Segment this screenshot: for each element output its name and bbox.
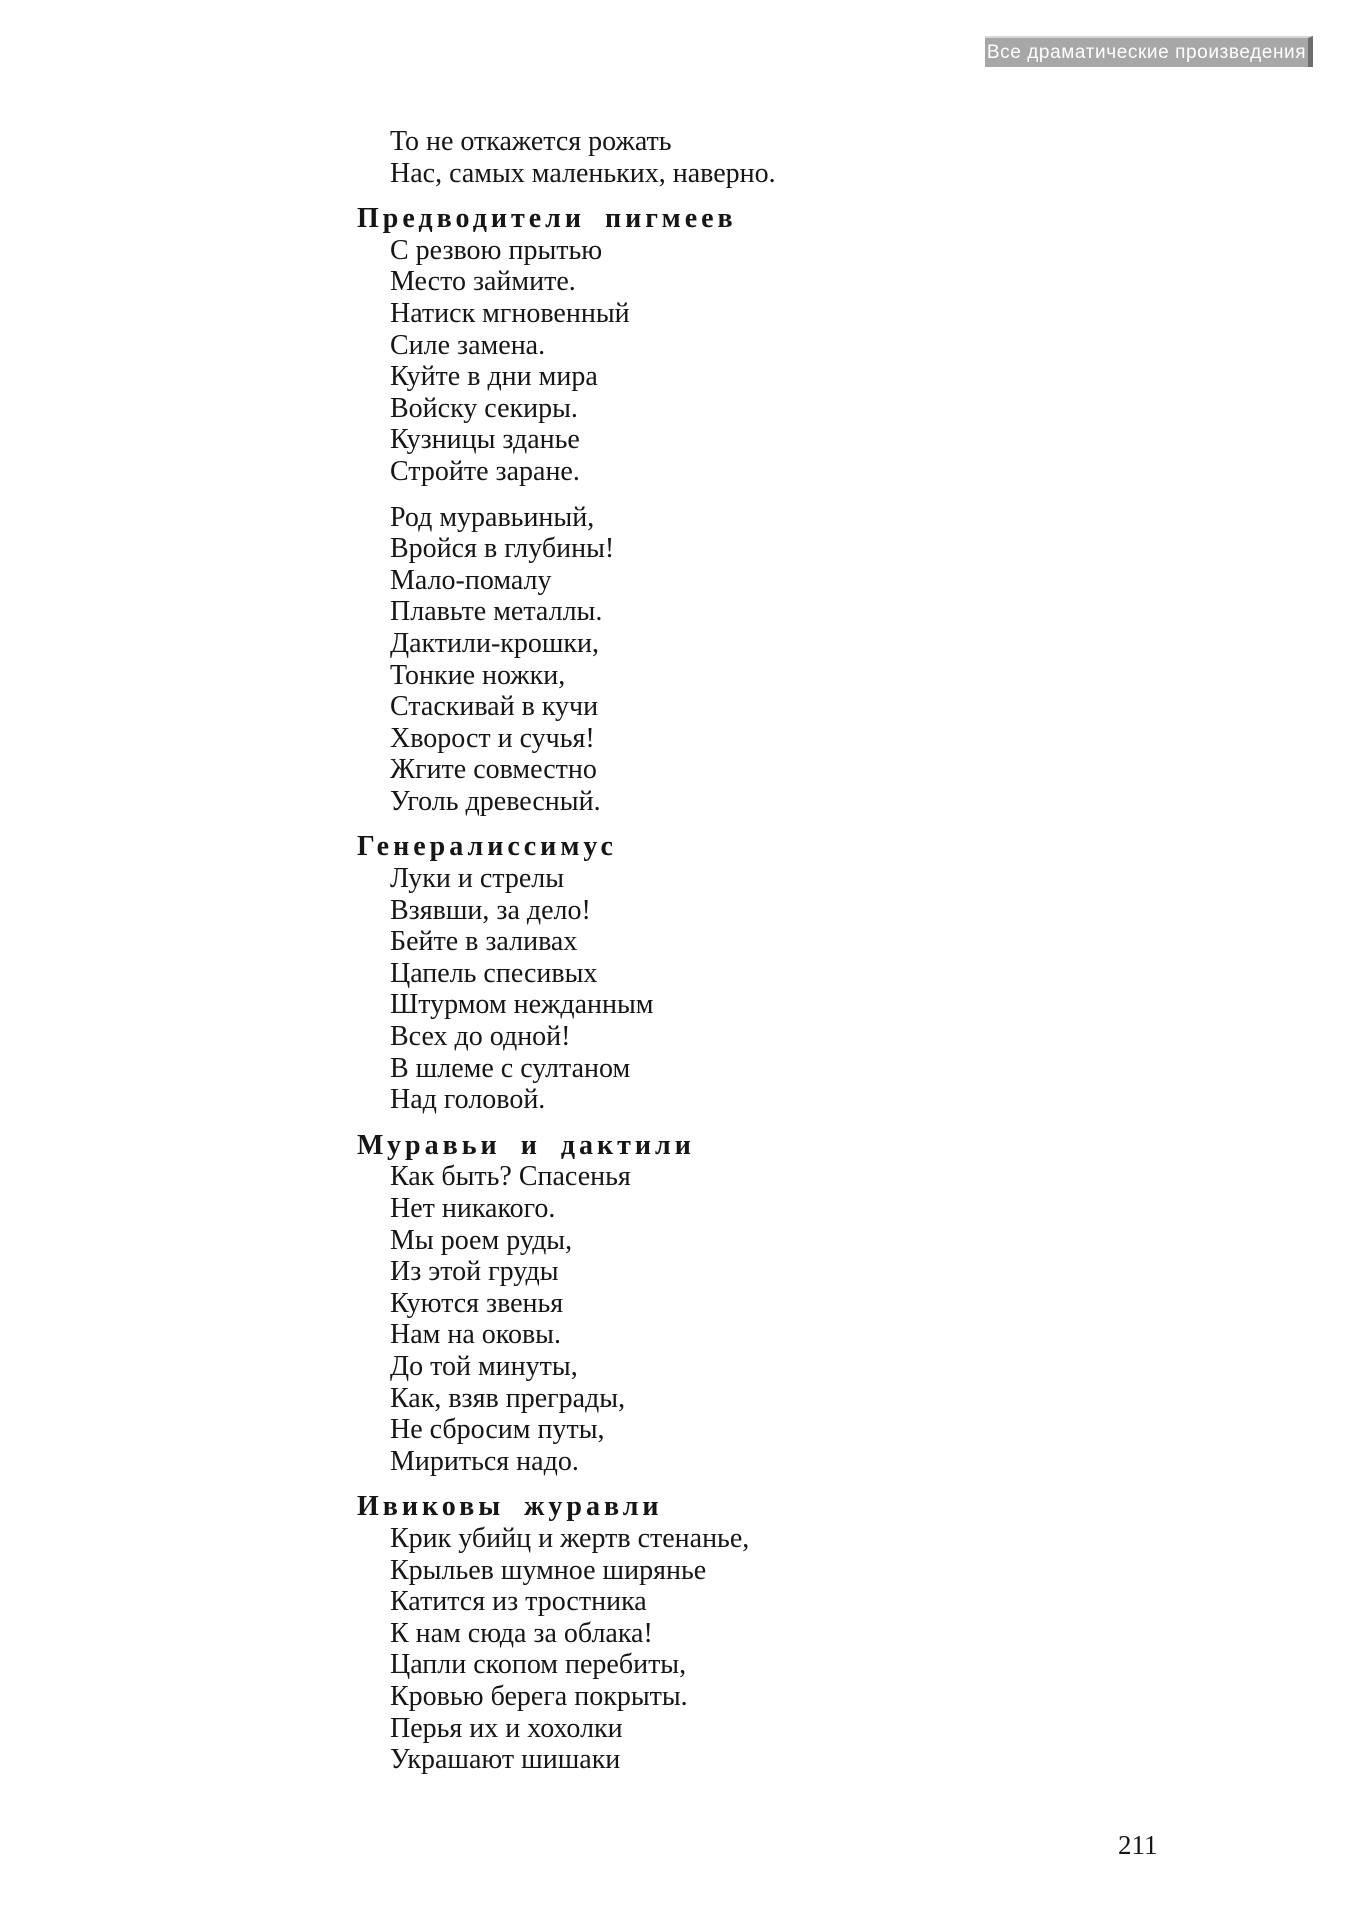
verse-line: Мы роем руды, bbox=[390, 1224, 573, 1256]
verse-line: Место займите. bbox=[390, 266, 576, 298]
verse-line: К нам сюда за облака! bbox=[390, 1617, 653, 1649]
verse-line: Жгите совместно bbox=[390, 754, 597, 786]
speaker-heading: Муравьи и дактили bbox=[357, 1129, 695, 1161]
verse-line: Цапель спесивых bbox=[390, 957, 598, 989]
verse-line: Куйте в дни мира bbox=[390, 361, 598, 393]
verse-line: Крик убийц и жертв стенанье, bbox=[390, 1522, 750, 1554]
verse-line: Как быть? Спасенья bbox=[390, 1161, 631, 1193]
verse-line: Мало-помалу bbox=[390, 564, 552, 596]
verse-line: Хворост и сучья! bbox=[390, 722, 595, 754]
verse-line: Штурмом нежданным bbox=[390, 989, 654, 1021]
verse-line: Плавьте металлы. bbox=[390, 596, 603, 628]
verse-line: То не откажется рожать bbox=[390, 126, 672, 157]
verse-line: Войску секиры. bbox=[390, 392, 578, 424]
verse-line: Тонкие ножки, bbox=[390, 659, 566, 691]
verse-line: Цапли скопом перебиты, bbox=[390, 1649, 687, 1681]
verse-line: Род муравьиный, bbox=[390, 501, 595, 533]
verse-line: Натиск мгновенный bbox=[390, 297, 630, 329]
verse-line: Не сбросим путы, bbox=[390, 1414, 605, 1446]
verse-line: Стаскивай в кучи bbox=[390, 691, 599, 723]
verse-line: Уголь древесный. bbox=[390, 785, 601, 817]
verse-line: С резвою прытью bbox=[390, 234, 603, 266]
section-header-label: Все драматические произведения bbox=[986, 41, 1307, 63]
verse-line: В шлеме с султаном bbox=[390, 1052, 631, 1084]
speaker-heading: Предводители пигмеев bbox=[357, 203, 737, 235]
verse-line: Стройте заране. bbox=[390, 455, 580, 487]
page-number: 211 bbox=[1118, 1830, 1158, 1860]
verse-line: Вройся в глубины! bbox=[390, 533, 615, 565]
verse-line: До той минуты, bbox=[390, 1350, 578, 1382]
speaker-heading: Ивиковы журавли bbox=[357, 1491, 663, 1523]
verse-line: Мириться надо. bbox=[390, 1445, 579, 1477]
verse-line: Как, взяв преграды, bbox=[390, 1382, 626, 1414]
section-header-badge bbox=[985, 36, 1313, 67]
verse-line: Силе замена. bbox=[390, 329, 546, 361]
speaker-heading: Генералиссимус bbox=[357, 831, 617, 863]
verse-line: Куются звенья bbox=[390, 1287, 564, 1319]
verse-line: Кузницы зданье bbox=[390, 424, 580, 456]
verse-line: Нет никакого. bbox=[390, 1193, 556, 1224]
verse-line: Нас, самых маленьких, наверно. bbox=[390, 157, 776, 189]
verse-line: Бейте в заливах bbox=[390, 926, 578, 958]
verse-line: Катится из тростника bbox=[390, 1586, 647, 1618]
poem-text-block bbox=[357, 126, 776, 1776]
verse-line: Над головой. bbox=[390, 1084, 546, 1116]
verse-line: Из этой груды bbox=[390, 1256, 559, 1288]
verse-line: Взявши, за дело! bbox=[390, 894, 591, 926]
verse-line: Кровью берега покрыты. bbox=[390, 1680, 688, 1712]
verse-line: Луки и стрелы bbox=[390, 863, 565, 895]
verse-line: Перья их и хохолки bbox=[390, 1712, 623, 1744]
verse-line: Крыльев шумное ширянье bbox=[390, 1554, 707, 1586]
verse-line: Всех до одной! bbox=[390, 1021, 571, 1053]
verse-line: Дактили-крошки, bbox=[390, 627, 600, 659]
verse-line: Нам на оковы. bbox=[390, 1319, 561, 1351]
verse-line: Украшают шишаки bbox=[390, 1744, 621, 1776]
